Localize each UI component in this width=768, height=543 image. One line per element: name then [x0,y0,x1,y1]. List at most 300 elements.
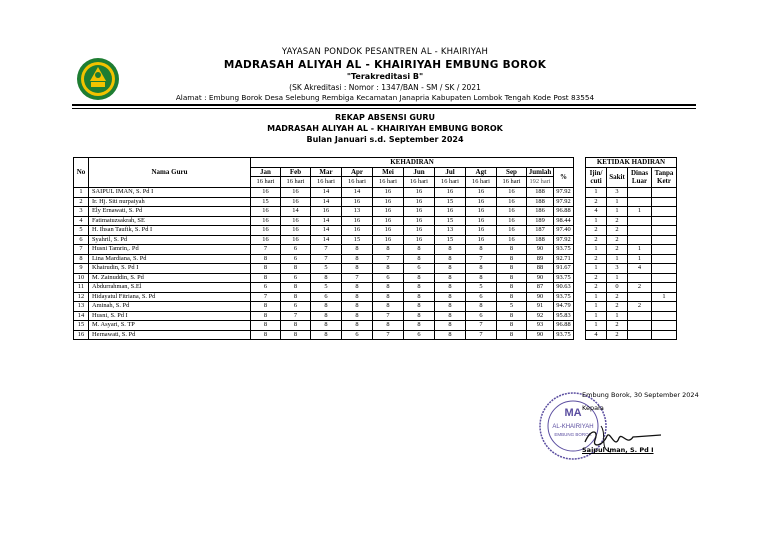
month-count: 8 [373,283,404,293]
month-count: 8 [497,330,527,340]
month-count: 16 [373,216,404,226]
month-count: 8 [435,273,466,283]
attendance-table [73,157,677,340]
attendance-percent: 92.71 [554,254,574,264]
month-count: 8 [342,311,373,321]
month-days-cell: 16 hari [466,177,497,188]
month-days-cell: 16 hari [404,177,435,188]
handwritten-signature [577,420,667,460]
month-count: 8 [435,330,466,340]
absence-count [628,273,652,283]
row-number: 14 [74,311,89,321]
month-count: 16 [404,188,435,198]
attendance-percent: 91.67 [554,264,574,274]
month-count: 8 [497,245,527,255]
teacher-name: H. Ihsan Taufik, S. Pd I [89,226,251,236]
month-count: 14 [311,197,342,207]
month-count: 8 [373,264,404,274]
month-count: 8 [435,302,466,312]
month-count: 6 [281,273,311,283]
month-count: 8 [281,264,311,274]
absence-header-2 [628,167,652,188]
month-count: 8 [466,273,497,283]
table-row [74,207,677,217]
month-count: 16 [281,188,311,198]
month-count: 8 [342,321,373,331]
total-count: 188 [527,188,554,198]
month-count: 8 [311,273,342,283]
month-count: 7 [251,292,281,302]
absence-count: 1 [607,197,628,207]
month-count: 7 [466,330,497,340]
month-count: 16 [497,216,527,226]
month-count: 6 [404,264,435,274]
attendance-percent: 97.92 [554,188,574,198]
month-count: 16 [466,216,497,226]
month-count: 8 [281,330,311,340]
absence-count [652,245,677,255]
row-number: 10 [74,273,89,283]
stamp-text-place: EMBUNG BOROK [554,432,592,437]
row-number: 9 [74,264,89,274]
absence-group-header: KETIDAK HADIRAN [586,158,677,168]
total-count: 91 [527,302,554,312]
month-count: 8 [311,321,342,331]
absence-count [628,292,652,302]
total-count: 187 [527,226,554,236]
month-count: 14 [311,216,342,226]
month-count: 16 [373,226,404,236]
month-count: 5 [311,283,342,293]
absence-count [652,321,677,331]
month-count: 8 [404,302,435,312]
absence-count [652,226,677,236]
column-gap [574,292,586,302]
month-days-cell: 16 hari [435,177,466,188]
accreditation-number: (SK Akreditasi : Nomor : 1347/BAN - SM / SK / 2021 [289,83,481,92]
month-count: 6 [281,254,311,264]
month-count: 6 [342,330,373,340]
column-gap [574,254,586,264]
month-count: 6 [404,330,435,340]
attendance-percent: 93.75 [554,273,574,283]
absence-count [652,254,677,264]
month-count: 15 [251,197,281,207]
absence-count [652,283,677,293]
absence-count: 1 [607,273,628,283]
absence-count: 1 [586,264,607,274]
month-count: 8 [373,292,404,302]
stamp-text-ma: MA [564,407,582,419]
table-row [74,302,677,312]
column-gap [574,158,586,188]
month-count: 8 [435,254,466,264]
absence-count [628,330,652,340]
absence-count: 2 [607,292,628,302]
absence-count: 2 [607,330,628,340]
absence-count: 1 [607,311,628,321]
absence-count: 0 [607,283,628,293]
month-header-mar: Mar [311,167,342,177]
absence-count: 1 [628,245,652,255]
month-count: 16 [251,226,281,236]
month-count: 8 [497,311,527,321]
absence-count [628,311,652,321]
month-count: 16 [497,235,527,245]
attendance-percent: 97.40 [554,226,574,236]
month-count: 8 [497,254,527,264]
row-number: 12 [74,292,89,302]
month-count: 6 [281,302,311,312]
month-count: 6 [373,273,404,283]
month-header-agt: Agt [466,167,497,177]
month-count: 8 [342,264,373,274]
month-header-sep: Sep [497,167,527,177]
month-count: 6 [466,311,497,321]
month-count: 16 [466,226,497,236]
absence-count: 1 [607,207,628,217]
attendance-percent: 98.44 [554,216,574,226]
absence-header-line1: Sakit [609,173,625,181]
absence-header-line1: Ijin/ [589,168,603,177]
row-number: 5 [74,226,89,236]
month-count: 16 [435,188,466,198]
absence-count [652,330,677,340]
absence-count: 1 [628,207,652,217]
teacher-name: Husni, S. Pd I [89,311,251,321]
month-count: 6 [311,292,342,302]
header-rule-thick [72,104,696,106]
attendance-percent: 97.92 [554,197,574,207]
table-row [74,264,677,274]
absence-count: 2 [586,283,607,293]
teacher-name: Hernawati, S. Pd [89,330,251,340]
month-count: 16 [251,207,281,217]
month-count: 16 [404,197,435,207]
month-count: 8 [342,292,373,302]
column-gap [574,302,586,312]
month-count: 7 [251,245,281,255]
teacher-name: Syahril, S. Pd [89,235,251,245]
month-count: 16 [435,207,466,217]
month-count: 8 [251,302,281,312]
month-days-cell: 16 hari [497,177,527,188]
row-number: 7 [74,245,89,255]
teacher-name: Ir. Hj. Siti nurpaiyah [89,197,251,207]
month-count: 8 [311,311,342,321]
total-count: 90 [527,330,554,340]
month-count: 8 [251,330,281,340]
month-count: 16 [373,235,404,245]
table-row [74,273,677,283]
total-count: 186 [527,207,554,217]
month-header-feb: Feb [281,167,311,177]
month-count: 15 [435,216,466,226]
month-count: 14 [342,188,373,198]
absence-count [652,235,677,245]
school-logo [76,57,120,101]
report-period: Bulan Januari s.d. September 2024 [306,135,464,144]
absence-count [628,197,652,207]
teacher-name: Hidayatul Fitriana, S. Pd [89,292,251,302]
teacher-name: Abdurrahman, S.El [89,283,251,293]
month-count: 7 [281,311,311,321]
absence-count [652,207,677,217]
total-count: 87 [527,283,554,293]
month-header-apr: Apr [342,167,373,177]
month-count: 16 [466,188,497,198]
absence-count [628,216,652,226]
absence-count [652,273,677,283]
absence-count [652,302,677,312]
month-count: 16 [466,207,497,217]
report-subtitle: MADRASAH ALIYAH AL - KHAIRIYAH EMBUNG BOROK [267,124,503,133]
month-count: 16 [404,207,435,217]
month-count: 8 [342,283,373,293]
teacher-name: M. Asyari, S. TP [89,321,251,331]
teacher-name: Husni Tamrin,. Pd [89,245,251,255]
month-count: 15 [435,197,466,207]
column-gap [574,188,586,198]
month-count: 16 [311,207,342,217]
absence-count: 2 [607,235,628,245]
month-count: 8 [342,254,373,264]
table-row [74,311,677,321]
table-row [74,245,677,255]
absence-count: 2 [586,235,607,245]
month-count: 8 [404,273,435,283]
month-count: 16 [373,188,404,198]
table-row [74,216,677,226]
row-number: 11 [74,283,89,293]
absence-header-line2: cuti [590,177,602,186]
teacher-name: Ely Ernawati, S. Pd [89,207,251,217]
month-count: 16 [281,235,311,245]
month-count: 16 [497,226,527,236]
absence-count: 1 [586,188,607,198]
row-number: 1 [74,188,89,198]
table-row [74,321,677,331]
school-name: MADRASAH ALIYAH AL - KHAIRIYAH EMBUNG BOROK [223,59,547,71]
month-count: 16 [281,197,311,207]
row-number: 4 [74,216,89,226]
column-gap [574,207,586,217]
total-count: 93 [527,321,554,331]
month-count: 16 [342,216,373,226]
absence-count: 3 [607,264,628,274]
month-header-jul: Jul [435,167,466,177]
month-count: 8 [497,273,527,283]
teacher-name: Aminah, S. Pd [89,302,251,312]
month-count: 16 [497,188,527,198]
column-gap [574,321,586,331]
month-count: 8 [404,245,435,255]
month-count: 15 [342,235,373,245]
total-count: 88 [527,264,554,274]
absence-header-0 [586,167,607,188]
row-number: 3 [74,207,89,217]
month-count: 16 [404,235,435,245]
month-count: 14 [311,226,342,236]
signature-name: Saipul Iman, S. Pd I [582,446,654,454]
table-row [74,254,677,264]
absence-count [628,226,652,236]
column-gap [574,330,586,340]
total-header: Jumlah [527,167,554,177]
month-count: 8 [435,321,466,331]
absence-count: 4 [586,207,607,217]
stamp-text-name: AL-KHAIRIYAH [552,424,594,430]
absence-count: 1 [607,254,628,264]
month-count: 8 [404,283,435,293]
month-count: 6 [466,292,497,302]
month-count: 5 [311,264,342,274]
month-count: 8 [466,302,497,312]
column-gap [574,273,586,283]
signature-place-date: Embung Borok, 30 September 2024 [582,391,699,399]
month-count: 8 [251,264,281,274]
month-count: 16 [342,197,373,207]
month-count: 13 [435,226,466,236]
absence-header-line1: Dinas [630,168,649,177]
month-count: 7 [311,245,342,255]
absence-count: 2 [607,226,628,236]
column-gap [574,226,586,236]
column-gap [574,197,586,207]
absence-count [652,264,677,274]
absence-count: 2 [586,197,607,207]
absence-count [652,188,677,198]
column-gap [574,245,586,255]
absence-count: 2 [586,273,607,283]
total-count: 189 [527,216,554,226]
total-count: 90 [527,273,554,283]
total-days-cell: 192 hari [527,177,554,188]
absence-count: 2 [607,245,628,255]
absence-count: 1 [586,292,607,302]
absence-count: 1 [586,216,607,226]
month-header-jan: Jan [251,167,281,177]
attendance-percent: 94.79 [554,302,574,312]
absence-count: 3 [607,188,628,198]
table-row [74,283,677,293]
total-count: 188 [527,197,554,207]
month-count: 8 [311,330,342,340]
total-count: 92 [527,311,554,321]
month-days-cell: 16 hari [311,177,342,188]
month-count: 8 [435,283,466,293]
month-days-cell: 16 hari [373,177,404,188]
month-count: 8 [466,245,497,255]
month-count: 8 [251,311,281,321]
month-count: 8 [497,321,527,331]
month-count: 14 [281,207,311,217]
month-count: 7 [311,254,342,264]
table-row [74,235,677,245]
absence-count: 2 [607,321,628,331]
attendance-percent: 93.75 [554,330,574,340]
month-count: 7 [373,330,404,340]
col-name-header: Nama Guru [89,158,251,188]
absence-count: 1 [586,302,607,312]
month-count: 8 [251,273,281,283]
absence-count [652,216,677,226]
column-gap [574,283,586,293]
month-count: 7 [373,254,404,264]
absence-count: 4 [628,264,652,274]
month-count: 16 [373,207,404,217]
absence-count: 2 [586,226,607,236]
attendance-group-header: KEHADIRAN [251,158,574,168]
column-gap [574,216,586,226]
month-count: 8 [373,321,404,331]
month-count: 16 [281,216,311,226]
month-header-mei: Mei [373,167,404,177]
month-count: 8 [251,254,281,264]
month-count: 13 [342,207,373,217]
month-count: 16 [497,197,527,207]
row-number: 16 [74,330,89,340]
accreditation-tag: "Terakreditasi B" [346,72,424,81]
month-count: 8 [342,302,373,312]
absence-header-line2: Ketr [657,177,671,186]
absence-count [652,311,677,321]
absence-count: 1 [586,311,607,321]
month-count: 6 [251,283,281,293]
month-count: 16 [404,226,435,236]
absence-header-line1: Tanpa [654,168,674,177]
month-count: 8 [373,302,404,312]
month-count: 8 [251,321,281,331]
teacher-name: M. Zainuddin, S. Pd [89,273,251,283]
table-row [74,188,677,198]
month-count: 8 [342,245,373,255]
month-count: 6 [281,245,311,255]
absence-count: 2 [607,216,628,226]
month-count: 8 [281,283,311,293]
absence-count: 2 [607,302,628,312]
absence-count: 2 [628,283,652,293]
absence-count [652,197,677,207]
attendance-percent: 96.88 [554,207,574,217]
month-count: 8 [497,264,527,274]
total-count: 90 [527,245,554,255]
month-count: 8 [373,245,404,255]
teacher-name: Khairudin, S. Pd I [89,264,251,274]
month-count: 16 [251,216,281,226]
month-count: 8 [311,302,342,312]
month-count: 7 [342,273,373,283]
absence-count: 4 [586,330,607,340]
column-gap [574,235,586,245]
row-number: 2 [74,197,89,207]
foundation-name: YAYASAN PONDOK PESANTREN AL - KHAIRIYAH [281,47,489,57]
school-address: Alamat : Embung Borok Desa Selebung Rembiga Kecamatan Janapria Kabupaten Lombok Tengah Kode Post 83554 [175,93,595,102]
month-count: 14 [311,188,342,198]
month-count: 5 [497,302,527,312]
absence-count [628,188,652,198]
month-days-cell: 16 hari [281,177,311,188]
month-count: 7 [466,254,497,264]
absence-header-3 [652,167,677,188]
month-count: 8 [435,245,466,255]
row-number: 6 [74,235,89,245]
attendance-percent: 96.88 [554,321,574,331]
absence-count: 1 [586,245,607,255]
month-count: 16 [466,235,497,245]
month-count: 8 [404,254,435,264]
total-count: 188 [527,235,554,245]
